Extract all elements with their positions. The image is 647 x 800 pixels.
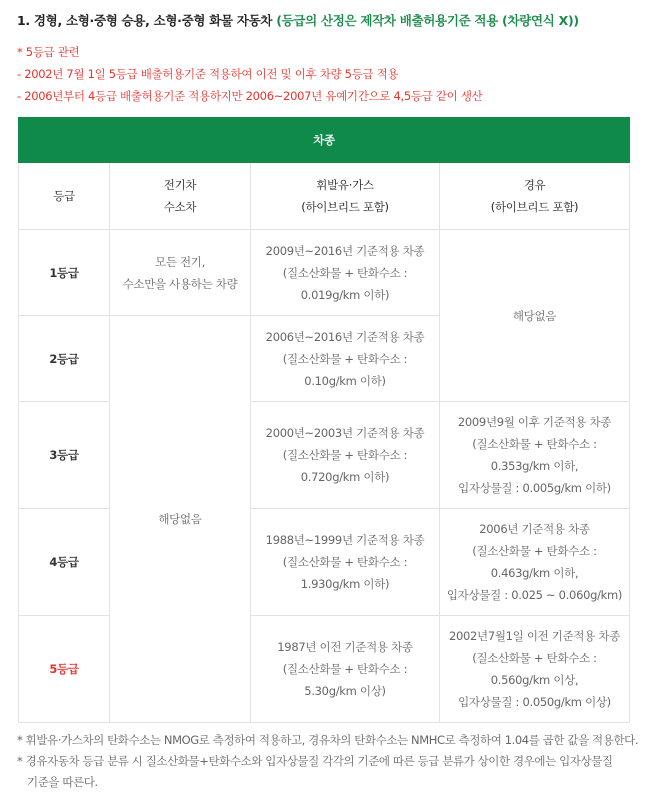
footnotes	[17, 730, 638, 793]
diesel-cell: 2002년7월1일 이전 기준적용 차종 (질소산화물 + 탄화수소 : 0.560g/km 이상, 입자상물질 : 0.050g/km 이상)	[440, 616, 630, 723]
ev-na-cell: 해당없음	[110, 316, 251, 723]
diesel-na-cell: 해당없음	[440, 230, 630, 402]
section-title-highlight: (등급의 산정은 제작차 배출허용기준 적용 (차량연식 X))	[276, 13, 579, 28]
col-header-gasoline: 휘발유·가스 (하이브리드 포함)	[251, 163, 440, 230]
table-row	[19, 230, 630, 316]
grade-cell: 2등급	[19, 316, 110, 402]
table-header-vehicle-type: 차종	[19, 118, 630, 163]
col-header-ev: 전기차 수소차	[110, 163, 251, 230]
footnote-item: 기준을 따른다.	[27, 775, 98, 789]
grade-cell: 1등급	[19, 230, 110, 316]
ev-grade1-cell: 모든 전기, 수소만을 사용하는 차량	[110, 230, 251, 316]
grade-cell: 5등급	[19, 616, 110, 723]
grade-cell: 4등급	[19, 509, 110, 616]
footnote-item: * 경유자동차 등급 분류 시 질소산화물+탄화수소와 입자상물질 각각의 기준에 따른 등급 분류가 상이한 경우에는 입자상물질	[17, 754, 613, 768]
diesel-cell: 2009년9월 이후 기준적용 차종 (질소산화물 + 탄화수소 : 0.353g/km 이하, 입자상물질 : 0.005g/km 이하)	[440, 402, 630, 509]
col-header-grade: 등급	[19, 163, 110, 230]
note-item: * 5등급 관련	[17, 45, 80, 59]
footnote-item: * 휘발유·가스차의 탄화수소는 NMOG로 측정하여 적용하고, 경유차의 탄화수소는 NMHC로 측정하여 1.04를 곱한 값을 적용한다.	[17, 733, 639, 747]
diesel-cell: 2006년 기준적용 차종 (질소산화물 + 탄화수소 : 0.463g/km 이하, 입자상물질 : 0.025 ~ 0.060g/km)	[440, 509, 630, 616]
gasoline-cell: 1987년 이전 기준적용 차종 (질소산화물 + 탄화수소 : 5.30g/km 이상)	[251, 616, 440, 723]
section-title-main: 1. 경형, 소형·중형 승용, 소형·중형 화물 자동차	[17, 13, 277, 28]
col-header-diesel: 경유 (하이브리드 포함)	[440, 163, 630, 230]
section-title	[17, 11, 579, 29]
note-item: - 2002년 7월 1일 5등급 배출허용기준 적용하여 이전 및 이후 차량 5등급 적용	[17, 67, 399, 81]
gasoline-cell: 1988년~1999년 기준적용 차종 (질소산화물 + 탄화수소 : 1.930g/km 이하)	[251, 509, 440, 616]
notes	[17, 41, 482, 107]
emission-grade-table	[18, 117, 630, 723]
note-item: - 2006년부터 4등급 배출허용기준 적용하지만 2006~2007년 유예기간으로 4,5등급 같이 생산	[17, 89, 483, 103]
gasoline-cell: 2006년~2016년 기준적용 차종 (질소산화물 + 탄화수소 : 0.10g/km 이하)	[251, 316, 440, 402]
gasoline-cell: 2000년~2003년 기준적용 차종 (질소산화물 + 탄화수소 : 0.720g/km 이하)	[251, 402, 440, 509]
grade-cell: 3등급	[19, 402, 110, 509]
gasoline-cell: 2009년~2016년 기준적용 차종 (질소산화물 + 탄화수소 : 0.019g/km 이하)	[251, 230, 440, 316]
